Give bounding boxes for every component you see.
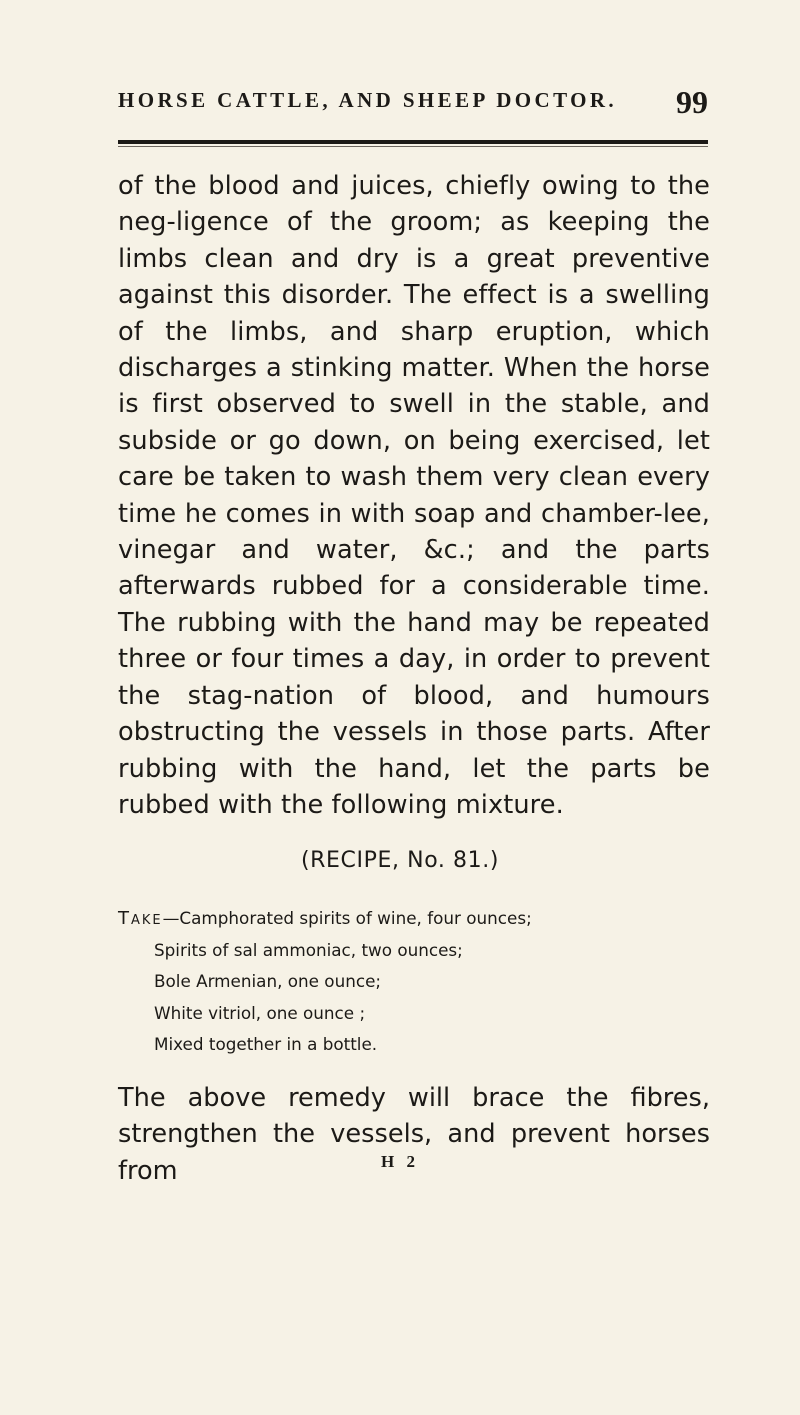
page-number: 99 (676, 84, 708, 120)
running-title: HORSE CATTLE, AND SHEEP DOCTOR. (118, 88, 618, 112)
signature-mark: H 2 (381, 1152, 419, 1171)
header-rule (118, 140, 708, 144)
recipe-line-3: Bole Armenian, one ounce; (154, 971, 382, 991)
recipe-line-5: Mixed together in a bottle. (154, 1034, 378, 1054)
take-label: Take (118, 908, 163, 929)
recipe-line-4: White vitriol, one ounce ; (154, 1002, 366, 1023)
recipe-line-1 (118, 903, 710, 935)
recipe-line-2: Spirits of sal ammoniac, two ounces; (154, 939, 463, 960)
running-head (118, 84, 708, 128)
recipe-block (118, 903, 710, 1061)
header-rule-thin (118, 146, 708, 147)
closing-paragraph: The above remedy will brace the fibres, strengthen the vessels, and prevent horses from (118, 1083, 710, 1186)
recipe-ingredient: —Camphorated spirits of wine, four ounces; (162, 908, 532, 928)
recipe-title: (RECIPE, No. 81.) (300, 848, 500, 873)
body-paragraph: of the blood and juices, chiefly owing to the neg-ligence of the groom; as keeping the limbs clean and dry is a great preventive against this disorder. The effect is a swelling of the limbs, and sharp eruption, which discharges a stinking matter. When the horse is first observed to swell in the stable, and subside or go down, on being exercised, let care be taken to wash them very clean every time he comes in with soap and chamber-lee, vinegar and water, &c.; and the parts afterwards rubbed for a considerable time. The rubbing with the hand may be repeated three or four times a day, in order to prevent the stag-nation of blood, and humours obstructing the vessels in those parts. After rubbing with the hand, let the parts be rubbed with the following mixture. (118, 171, 710, 820)
